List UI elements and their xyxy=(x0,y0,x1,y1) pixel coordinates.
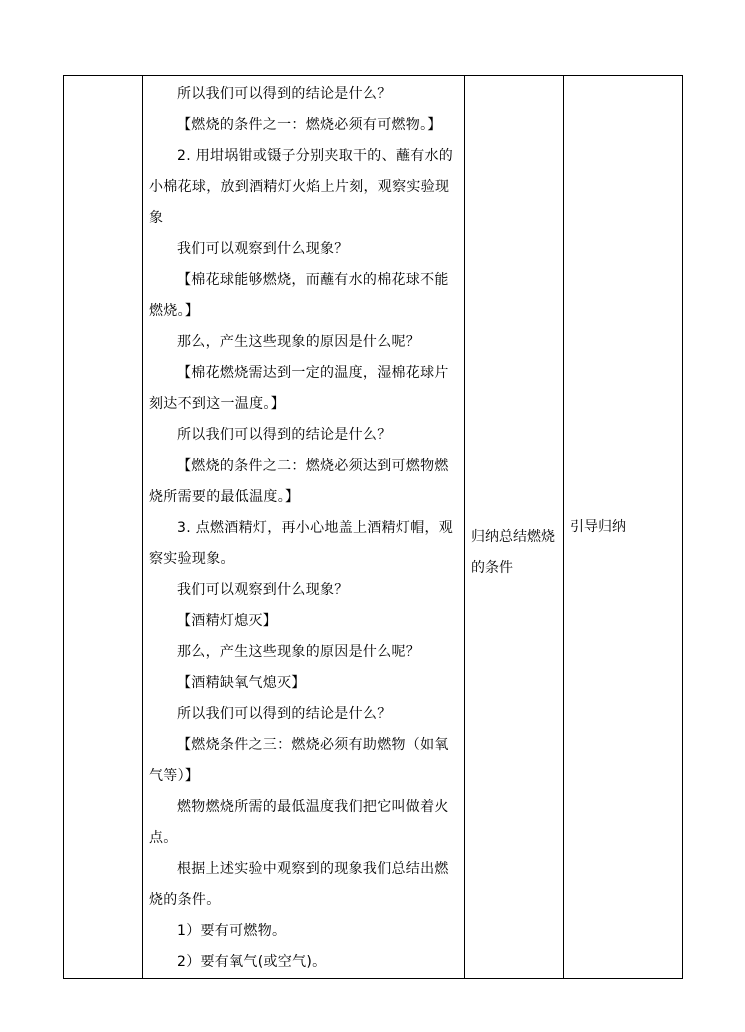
paragraph: 根据上述实验中观察到的现象我们总结出燃烧的条件。 xyxy=(149,861,449,908)
paragraph: 【燃烧的条件之一：燃烧必须有可燃物。】 xyxy=(177,117,442,133)
paragraph: 【酒精缺氧气熄灭】 xyxy=(177,675,306,691)
paragraph: 【酒精灯熄灭】 xyxy=(177,613,278,629)
student-activity-text: 归纳总结燃烧的条件 xyxy=(471,529,555,576)
paragraph: 1）要有可燃物。 xyxy=(177,923,287,939)
paragraph: 所以我们可以得到的结论是什么？ xyxy=(177,86,392,102)
paragraph: 那么，产生这些现象的原因是什么呢？ xyxy=(177,644,421,660)
paragraph: 【棉花燃烧需达到一定的温度，湿棉花球片刻达不到这一温度。】 xyxy=(149,365,449,412)
paragraph: 3. 点燃酒精灯，再小心地盖上酒精灯帽，观察实验现象。 xyxy=(149,520,454,567)
stage-cell xyxy=(64,76,143,979)
paragraph: 2）要有氧气(或空气)。 xyxy=(177,954,327,970)
teacher-activity-cell xyxy=(143,76,465,979)
lesson-table xyxy=(63,75,683,979)
teacher-activity-content xyxy=(143,76,464,978)
paragraph: 2. 用坩埚钳或镊子分别夹取干的、蘸有水的小棉花球，放到酒精灯火焰上片刻，观察实验现象 xyxy=(149,148,454,226)
paragraph: 所以我们可以得到的结论是什么？ xyxy=(177,706,392,722)
paragraph: 【燃烧条件之三：燃烧必须有助燃物（如氧气等）】 xyxy=(149,737,449,784)
design-intent-text: 引导归纳 xyxy=(570,518,626,535)
paragraph: 我们可以观察到什么现象？ xyxy=(177,241,349,257)
paragraph: 我们可以观察到什么现象？ xyxy=(177,582,349,598)
table-row xyxy=(64,76,683,979)
paragraph: 【燃烧的条件之二：燃烧必须达到可燃物燃烧所需要的最低温度。】 xyxy=(149,458,449,505)
paragraph: 【棉花球能够燃烧，而蘸有水的棉花球不能燃烧。】 xyxy=(149,272,449,319)
student-activity-cell xyxy=(465,76,564,979)
design-intent-cell xyxy=(564,76,683,979)
paragraph: 燃物燃烧所需的最低温度我们把它叫做着火点。 xyxy=(149,799,449,846)
paragraph: 那么，产生这些现象的原因是什么呢？ xyxy=(177,334,421,350)
paragraph: 所以我们可以得到的结论是什么？ xyxy=(177,427,392,443)
